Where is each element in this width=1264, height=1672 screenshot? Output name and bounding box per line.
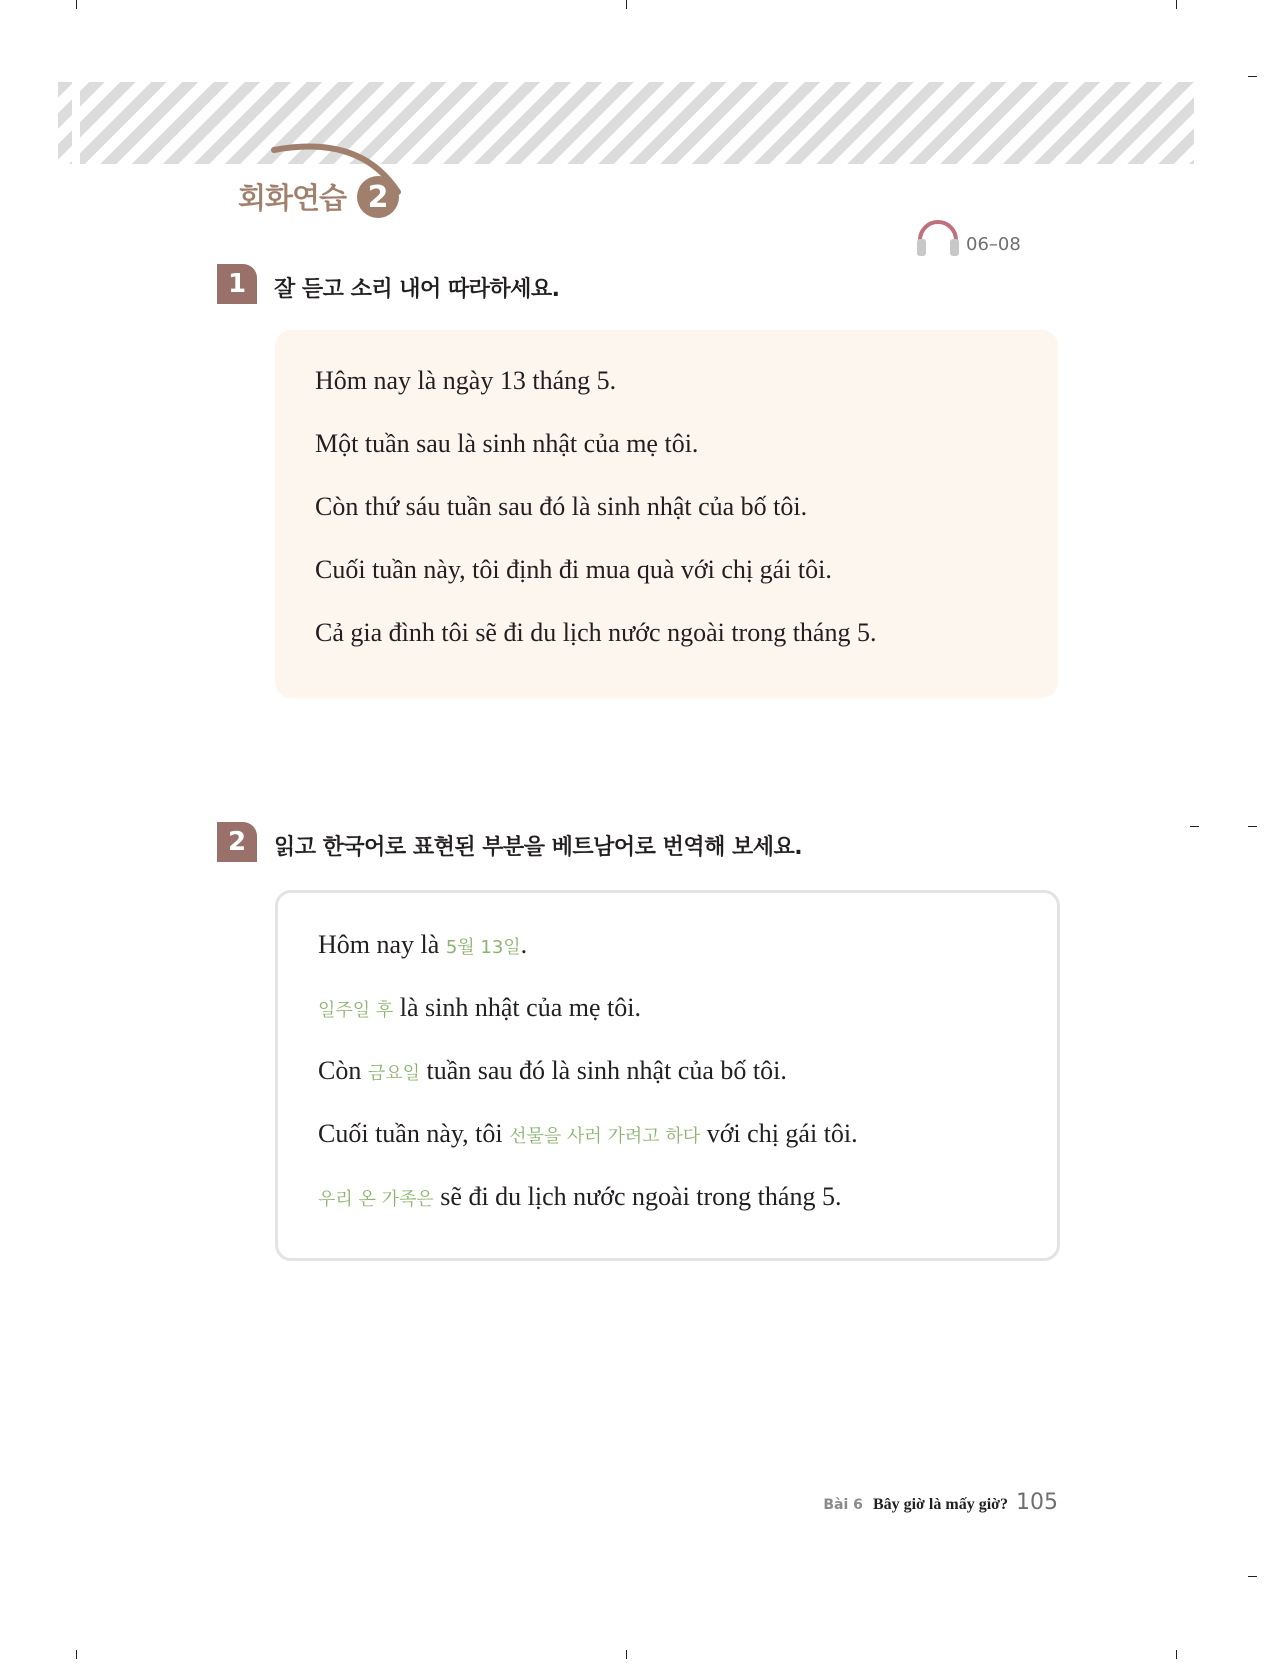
crop-mark [1248, 826, 1257, 827]
korean-phrase: 선물을 사러 가려고 하다 [509, 1126, 701, 1147]
translation-sentence [318, 1182, 841, 1212]
sentence: Cuối tuần này, tôi định đi mua quà với chị gái tôi. [315, 555, 832, 584]
page-number: 105 [1016, 1490, 1058, 1515]
crop-mark [1248, 1576, 1257, 1577]
vietnamese-text: Cuối tuần này, tôi [318, 1119, 510, 1148]
page-footer [823, 1490, 1058, 1515]
crop-mark [626, 0, 627, 9]
crop-mark [1176, 0, 1177, 9]
lesson-title: Bây giờ là mấy giờ? [872, 1496, 1008, 1513]
exercise-instruction: 잘 듣고 소리 내어 따라하세요. [274, 277, 560, 302]
vietnamese-text: Hôm nay là [318, 930, 446, 959]
sentence: Cả gia đình tôi sẽ đi du lịch nước ngoài trong tháng 5. [315, 618, 877, 647]
vietnamese-text: . [520, 930, 528, 959]
lesson-label: Bài 6 [823, 1497, 863, 1513]
vietnamese-text: là sinh nhật của mẹ tôi. [393, 993, 641, 1022]
banner-edge [72, 82, 80, 164]
striped-banner [58, 82, 1194, 164]
korean-phrase: 5월 13일 [445, 937, 521, 958]
sentence: Hôm nay là ngày 13 tháng 5. [315, 366, 617, 395]
translation-text-box [275, 890, 1060, 1261]
sentence: Còn thứ sáu tuần sau đó là sinh nhật của bố tôi. [315, 492, 808, 521]
vietnamese-text: sẽ đi du lịch nước ngoài trong tháng 5. [433, 1182, 842, 1211]
translation-sentence [318, 1056, 787, 1086]
sentence: Một tuần sau là sinh nhật của mẹ tôi. [315, 429, 699, 458]
crop-mark [76, 0, 77, 9]
korean-phrase: 우리 온 가족은 [318, 1189, 434, 1210]
vietnamese-text: với chị gái tôi. [700, 1119, 858, 1148]
crop-mark [76, 1650, 77, 1659]
exercise-number-badge: 1 [217, 264, 257, 304]
crop-mark [626, 1650, 627, 1659]
audio-track-code: 06–08 [966, 234, 1021, 255]
translation-sentence [318, 1119, 858, 1149]
listening-text-box [275, 330, 1058, 698]
vietnamese-text: Còn [318, 1056, 368, 1085]
section-title: 회화연습 [238, 181, 347, 215]
vietnamese-text: tuần sau đó là sinh nhật của bố tôi. [420, 1056, 787, 1085]
korean-phrase: 일주일 후 [318, 1000, 394, 1021]
translation-sentence [318, 930, 527, 960]
headphones-icon[interactable] [914, 220, 962, 258]
crop-mark [1176, 1650, 1177, 1659]
section-number: 2 [357, 176, 399, 218]
exercise-instruction: 읽고 한국어로 표현된 부분을 베트남어로 번역해 보세요. [274, 835, 803, 860]
korean-phrase: 금요일 [367, 1063, 421, 1084]
translation-sentence [318, 993, 641, 1023]
crop-mark [1190, 826, 1199, 827]
crop-mark [1248, 76, 1257, 77]
exercise-number-badge: 2 [217, 822, 257, 862]
